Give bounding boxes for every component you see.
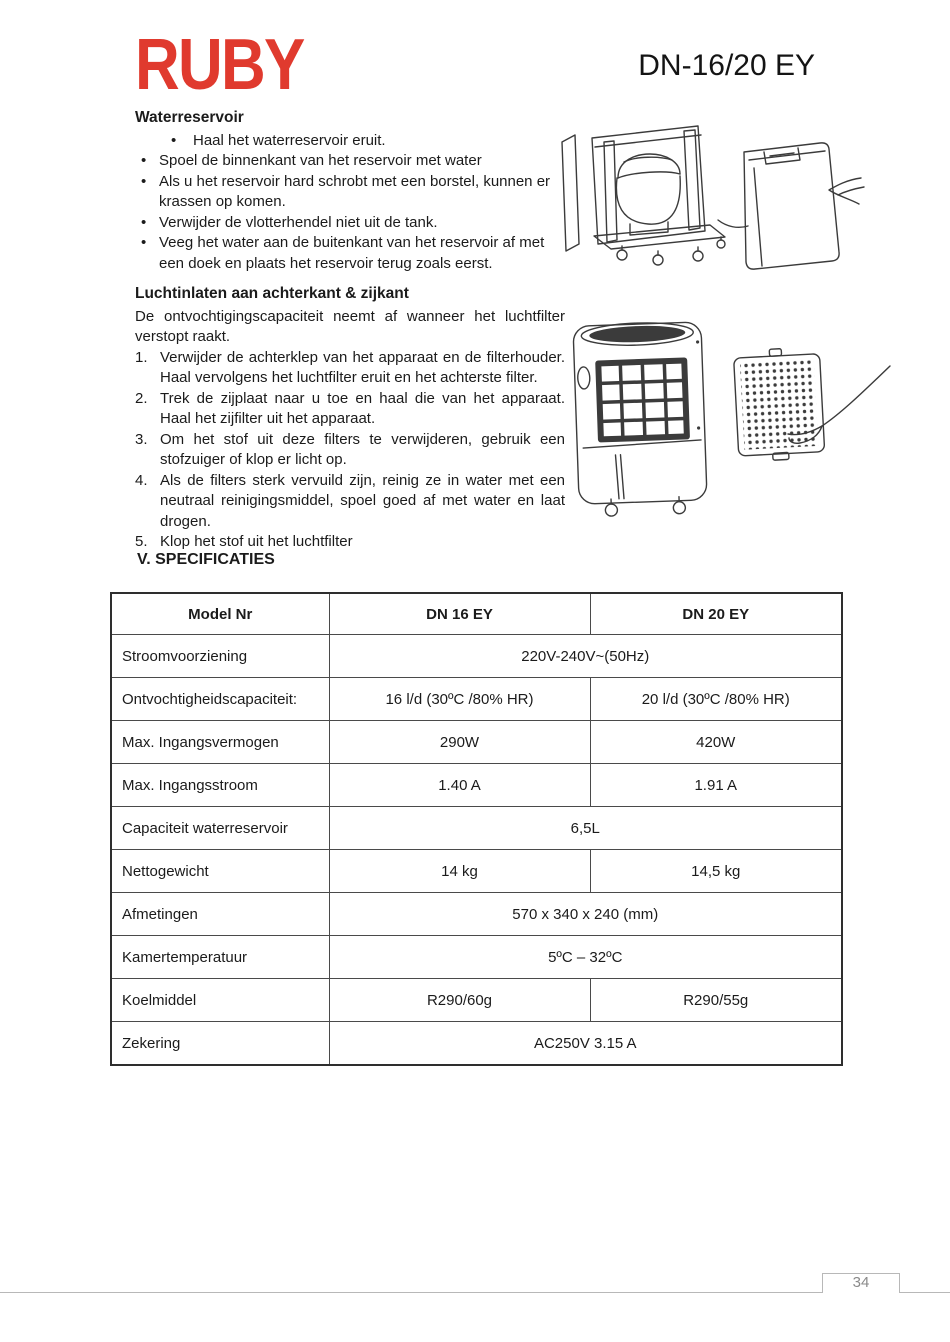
spec-value-dn20: 20 l/d (30ºC /80% HR) — [590, 678, 842, 721]
bullet-text: Spoel de binnenkant van het reservoir met water — [159, 152, 482, 169]
filter-removal-illustration — [556, 312, 894, 520]
list-item — [135, 233, 565, 274]
step-text: Om het stof uit deze filters te verwijderen, gebruik een stofzuiger of klop er licht op. — [160, 430, 565, 468]
model-title: DN-16/20 EY — [638, 49, 815, 82]
spec-value-dn20: 1.91 A — [590, 764, 842, 807]
air-section-heading: Luchtinlaten aan achterkant & zijkant — [135, 285, 409, 302]
step-number: 4. — [135, 471, 148, 489]
list-item — [135, 213, 565, 234]
list-item — [135, 389, 565, 430]
dehumidifier-back-drawing — [573, 321, 708, 517]
spec-label: Capaciteit waterreservoir — [111, 807, 329, 850]
bullet-text: Verwijder de vlotterhendel niet uit de tank. — [159, 213, 438, 231]
spec-col-header-dn20: DN 20 EY — [590, 593, 842, 635]
spec-value: 220V-240V~(50Hz) — [329, 635, 842, 678]
table-row — [111, 979, 842, 1022]
bullet-marker: • — [171, 131, 177, 149]
list-item — [135, 348, 565, 389]
table-row — [111, 764, 842, 807]
table-row — [111, 1022, 842, 1066]
footer-rule — [0, 1292, 950, 1293]
step-number: 2. — [135, 389, 148, 407]
spec-col-header-model: Model Nr — [111, 593, 329, 635]
spec-table — [110, 592, 843, 1066]
spec-value: 5ºC – 32ºC — [329, 936, 842, 979]
spec-value-dn20: R290/55g — [590, 979, 842, 1022]
spec-value-dn16: 16 l/d (30ºC /80% HR) — [329, 678, 590, 721]
step-text: Verwijder de achterklep van het apparaat en de filterhouder. Haal vervolgens het luchtfilter eruit en het achterste filter. — [160, 348, 565, 386]
spec-label: Stroomvoorziening — [111, 635, 329, 678]
specifications-heading: V. SPECIFICATIES — [137, 551, 275, 568]
spec-value: 570 x 340 x 240 (mm) — [329, 893, 842, 936]
spec-col-header-dn16: DN 16 EY — [329, 593, 590, 635]
spec-label: Kamertemperatuur — [111, 936, 329, 979]
water-reservoir-section — [135, 108, 565, 274]
list-item — [135, 151, 565, 172]
bullet-marker: • — [141, 213, 147, 231]
bullet-marker: • — [141, 152, 147, 169]
list-item — [163, 131, 565, 152]
spec-label: Max. Ingangsvermogen — [111, 721, 329, 764]
spec-value-dn16: 14 kg — [329, 850, 590, 893]
spec-value: AC250V 3.15 A — [329, 1022, 842, 1066]
table-row — [111, 936, 842, 979]
page-number: 34 — [852, 1274, 870, 1291]
table-header-row — [111, 593, 842, 635]
bullet-text: Haal het waterreservoir eruit. — [193, 131, 386, 149]
bullet-marker: • — [141, 234, 147, 251]
spec-label: Afmetingen — [111, 893, 329, 936]
hand-drawing — [718, 178, 864, 227]
spec-table-wrap — [110, 592, 843, 1066]
list-item — [135, 172, 565, 213]
table-row — [111, 807, 842, 850]
spec-value-dn16: R290/60g — [329, 979, 590, 1022]
machine-body-drawing — [562, 126, 725, 265]
bullet-text: Veeg het water aan de buitenkant van het reservoir af met een doek en plaats het reservoir terug zoals eerst. — [159, 234, 545, 272]
water-tank-drawing — [744, 143, 839, 269]
spec-value-dn16: 290W — [329, 721, 590, 764]
step-text: Klop het stof uit het luchtfilter — [160, 533, 353, 550]
reservoir-removal-illustration — [548, 116, 870, 280]
spec-label: Zekering — [111, 1022, 329, 1066]
table-row — [111, 678, 842, 721]
air-section-intro: De ontvochtigingscapaciteit neemt af wanneer het luchtfilter verstopt raakt. — [135, 307, 565, 345]
step-number: 5. — [135, 533, 148, 550]
bullet-marker: • — [141, 172, 147, 190]
water-section-heading: Waterreservoir — [135, 109, 244, 126]
spec-label: Nettogewicht — [111, 850, 329, 893]
spec-value-dn20: 14,5 kg — [590, 850, 842, 893]
list-item — [135, 471, 565, 533]
filter-panel-drawing — [733, 347, 825, 462]
air-inlets-section — [135, 284, 565, 553]
table-row — [111, 850, 842, 893]
list-item — [135, 532, 565, 553]
page-number-tab — [822, 1273, 900, 1293]
step-text: Als de filters sterk vervuild zijn, reinig ze in water met een neutraal reinigingsmiddel, spoel goed af met water en laat drogen. — [160, 471, 565, 530]
spec-value-dn20: 420W — [590, 721, 842, 764]
table-row — [111, 893, 842, 936]
step-text: Trek de zijplaat naar u toe en haal die van het apparaat. Haal het zijfilter uit het apparaat. — [160, 389, 565, 427]
step-number: 3. — [135, 430, 148, 448]
spec-value-dn16: 1.40 A — [329, 764, 590, 807]
list-item — [135, 430, 565, 471]
spec-label: Max. Ingangsstroom — [111, 764, 329, 807]
spec-label: Koelmiddel — [111, 979, 329, 1022]
bullet-text: Als u het reservoir hard schrobt met een borstel, kunnen er krassen op komen. — [159, 172, 551, 210]
spec-value: 6,5L — [329, 807, 842, 850]
step-number: 1. — [135, 348, 148, 366]
spec-label: Ontvochtigheidscapaciteit: — [111, 678, 329, 721]
table-row — [111, 721, 842, 764]
table-row — [111, 635, 842, 678]
brand-logo: RUBY — [135, 25, 304, 105]
